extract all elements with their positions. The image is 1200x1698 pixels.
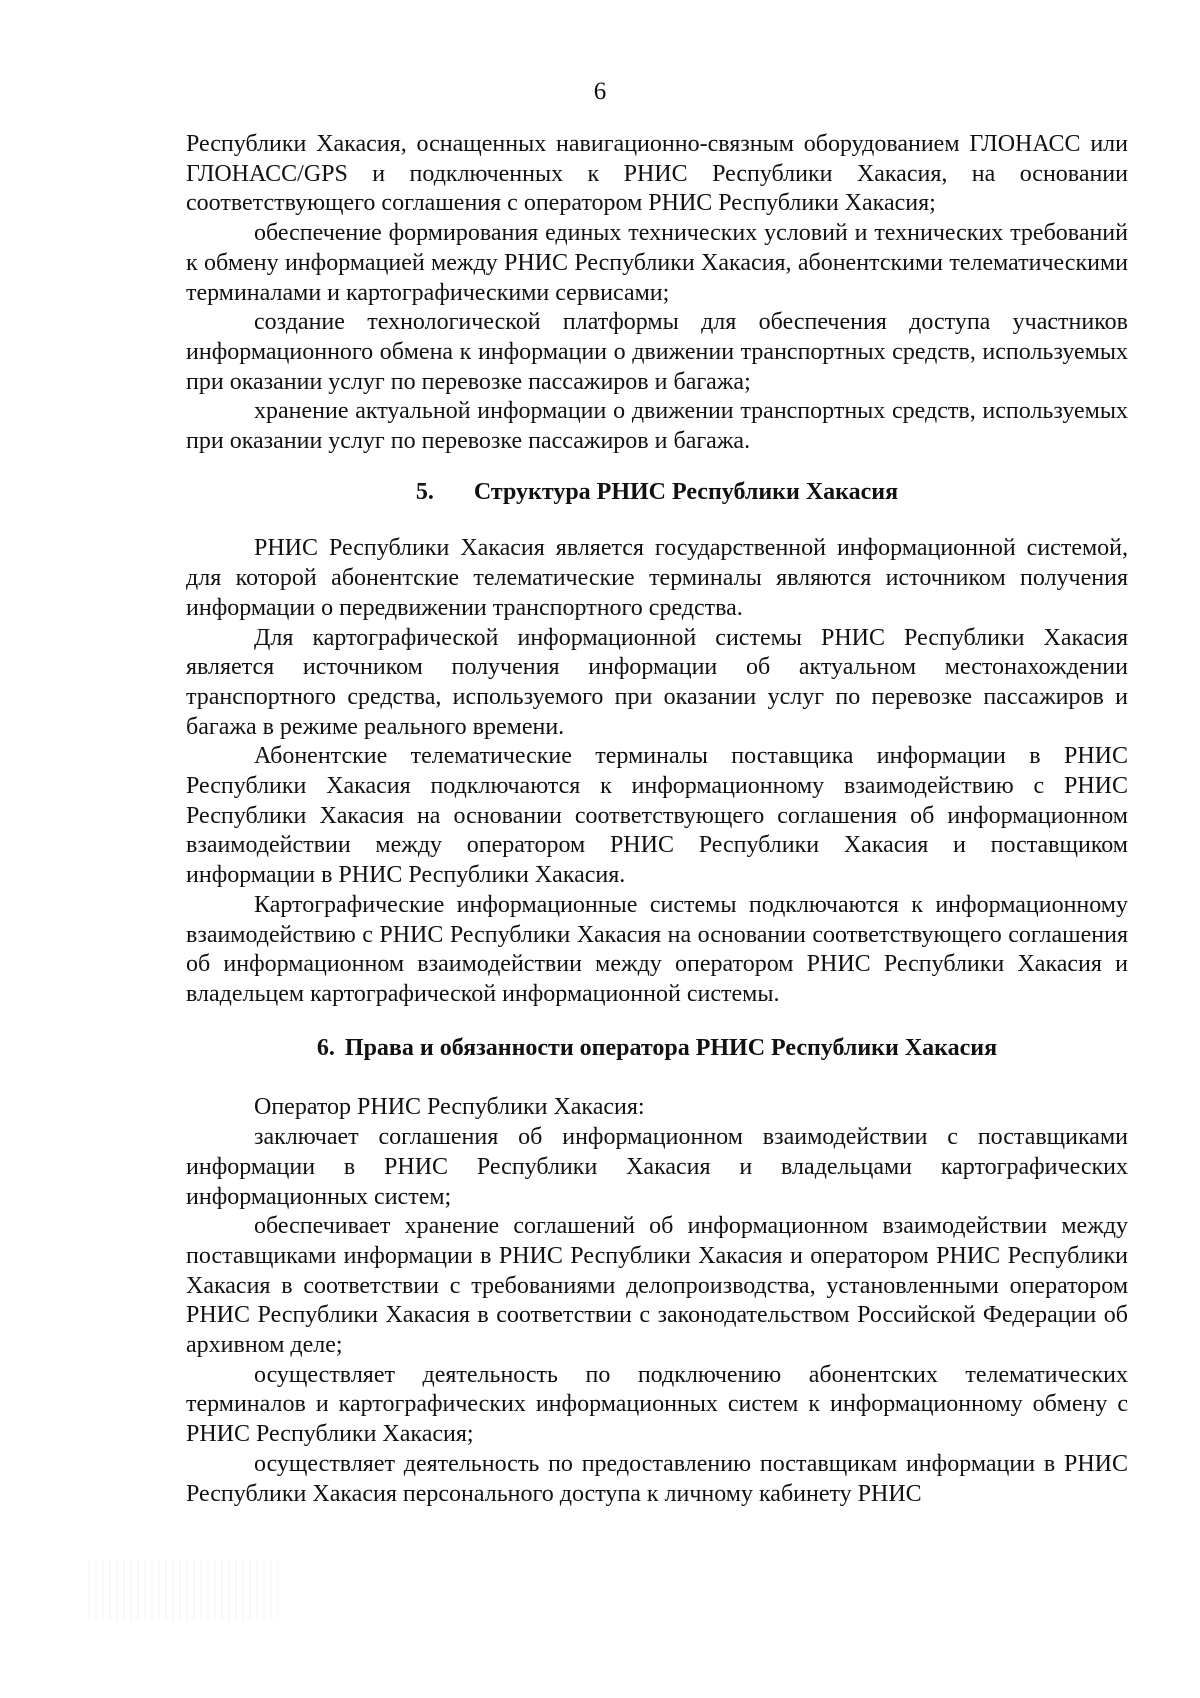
section-heading — [186, 1034, 1128, 1064]
list-item: осуществляет деятельность по предоставлению поставщикам информации в РНИС Республики Хакасия персонального доступа к личному кабинету РНИС — [186, 1450, 1128, 1507]
section-intro: Оператор РНИС Республики Хакасия: — [254, 1094, 645, 1121]
document-body — [186, 130, 1128, 1509]
section-title: Структура РНИС Республики Хакасия — [473, 478, 899, 505]
section-title: Права и обязанности оператора РНИС Республики Хакасия — [344, 1034, 998, 1061]
list-item: обеспечивает хранение соглашений об информационном взаимодействии между поставщиками информации в РНИС Республики Хакасия и оператором РНИС Республики Хакасия в соответствии с требованиями делопроизводства, установленными оператором РНИС Республики Хакасия в соответствии с законодательством Российской Федерации об архивном деле; — [186, 1213, 1128, 1359]
continued-paragraph: Республики Хакасия, оснащенных навигационно-связным оборудованием ГЛОНАСС или ГЛОНАСС/GPS и подключенных к РНИС Республики Хакасия, на основании соответствующего соглашения с оператором РНИС Республики Хакасия; — [186, 131, 1128, 217]
section-number: 6. — [316, 1034, 335, 1061]
paragraph: Для картографической информационной системы РНИС Республики Хакасия является источником получения информации об актуальном местонахождении транспортного средства, используемого при оказании услуг по перевозке пассажиров и багажа в режиме реального времени. — [186, 624, 1128, 740]
list-item: обеспечение формирования единых технических условий и технических требований к обмену информацией между РНИС Республики Хакасия, абонентскими телематическими терминалами и картографическими сервисами; — [186, 220, 1128, 306]
paragraph: Картографические информационные системы подключаются к информационному взаимодействию с РНИС Республики Хакасия на основании соответствующего соглашения об информационном взаимодействии между оператором РНИС Республики Хакасия и владельцем картографической информационной системы. — [186, 891, 1128, 1007]
list-item: хранение актуальной информации о движении транспортных средств, используемых при оказании услуг по перевозке пассажиров и багажа. — [186, 398, 1128, 455]
scan-artifact — [88, 1560, 278, 1620]
list-item: создание технологической платформы для обеспечения доступа участников информационного обмена к информации о движении транспортных средств, используемых при оказании услуг по перевозке пассажиров и багажа; — [186, 309, 1128, 395]
page-number: 6 — [593, 78, 607, 105]
section-number: 5. — [415, 478, 434, 505]
list-item: заключает соглашения об информационном взаимодействии с поставщиками информации в РНИС Республики Хакасия и владельцами картографических информационных систем; — [186, 1124, 1128, 1210]
paragraph: Абонентские телематические терминалы поставщика информации в РНИС Республики Хакасия подключаются к информационному взаимодействию с РНИС Республики Хакасия на основании соответствующего соглашения об информационном взаимодействии между оператором РНИС Республики Хакасия и поставщиком информации в РНИС Республики Хакасия. — [186, 743, 1128, 889]
section-heading — [186, 478, 1128, 508]
list-item: осуществляет деятельность по подключению абонентских телематических терминалов и картографических информационных систем к информационному обмену с РНИС Республики Хакасия; — [186, 1361, 1128, 1448]
paragraph: РНИС Республики Хакасия является государственной информационной системой, для которой абонентские телематические терминалы являются источником получения информации о передвижении транспортного средства. — [186, 535, 1128, 621]
